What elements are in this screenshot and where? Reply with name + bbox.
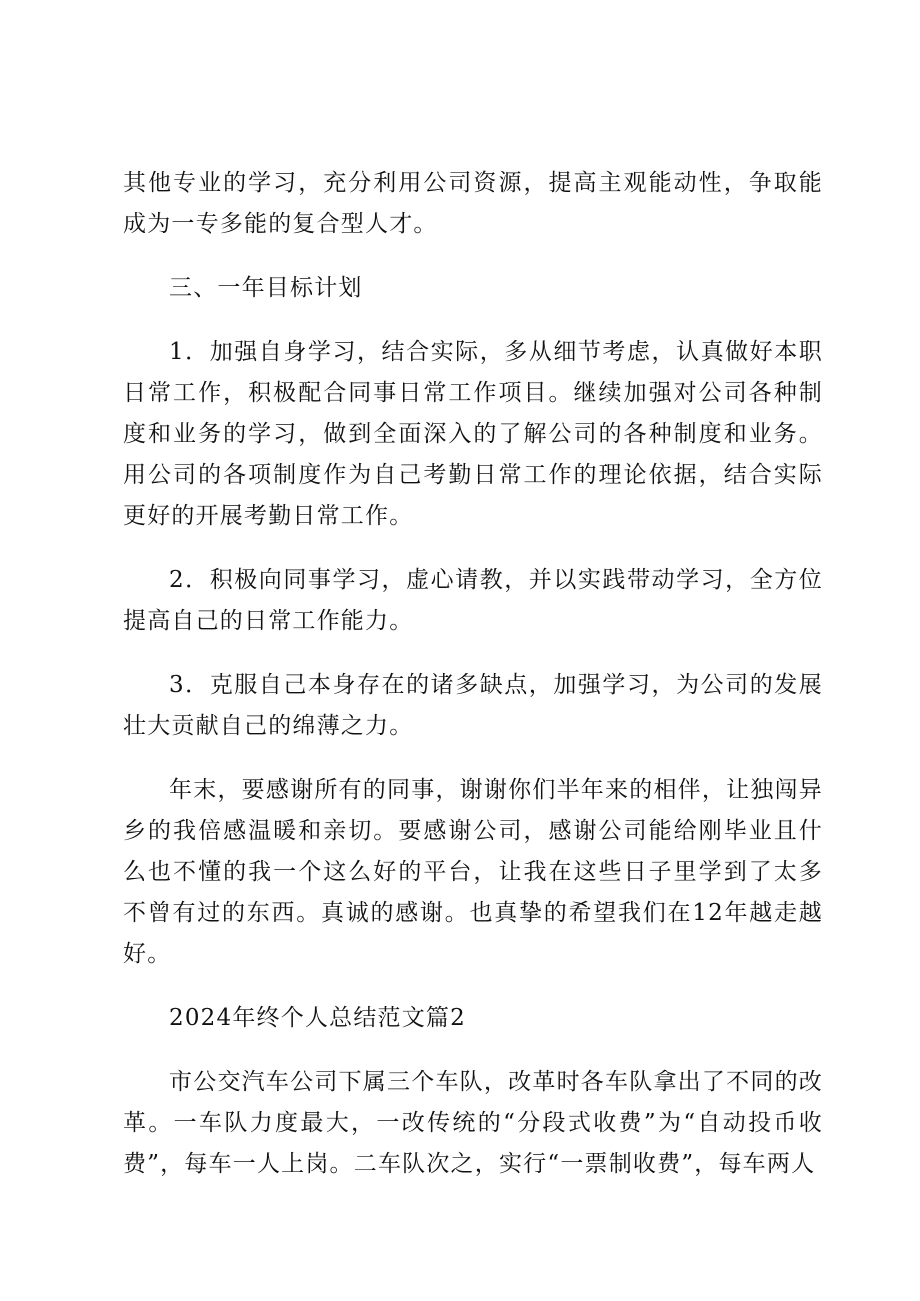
- document-body: [123, 163, 823, 1208]
- paragraph-goal-2: 2．积极向同事学习，虚心请教，并以实践带动学习，全方位提高自己的日常工作能力。: [123, 567, 823, 634]
- paragraph-bus-company: 市公交汽车公司下属三个车队，改革时各车队拿出了不同的改革。一车队力度最大，一改传统的“分段式收费”为“自动投币收费”，每车一人上岗。二车队次之，实行“一票制收费”，每车两人: [123, 1069, 823, 1177]
- section-heading-annual-goals: 三、一年目标计划: [169, 275, 363, 301]
- paragraph-goal-3: 3．克服自己本身存在的诸多缺点，加强学习，为公司的发展壮大贡献自己的绵薄之力。: [123, 672, 823, 739]
- paragraph-year-end-thanks: 年末，要感谢所有的同事，谢谢你们半年来的相伴，让独闯异乡的我倍感温暖和亲切。要感谢公司，感谢公司能给刚毕业且什么也不懂的我一个这么好的平台，让我在这些日子里学到了太多不曾有过的东西。真诚的感谢。也真挚的希望我们在12年越走越好。: [123, 777, 823, 967]
- section-heading-article-2: 2024年终个人总结范文篇2: [169, 1005, 466, 1031]
- paragraph-continuation: 其他专业的学习，充分利用公司资源，提高主观能动性，争取能成为一专多能的复合型人才。: [123, 170, 823, 237]
- paragraph-goal-1: 1．加强自身学习，结合实际，多从细节考虑，认真做好本职日常工作，积极配合同事日常工作项目。继续加强对公司各种制度和业务的学习，做到全面深入的了解公司的各种制度和业务。用公司的各项制度作为自己考勤日常工作的理论依据，结合实际更好的开展考勤日常工作。: [123, 339, 823, 529]
